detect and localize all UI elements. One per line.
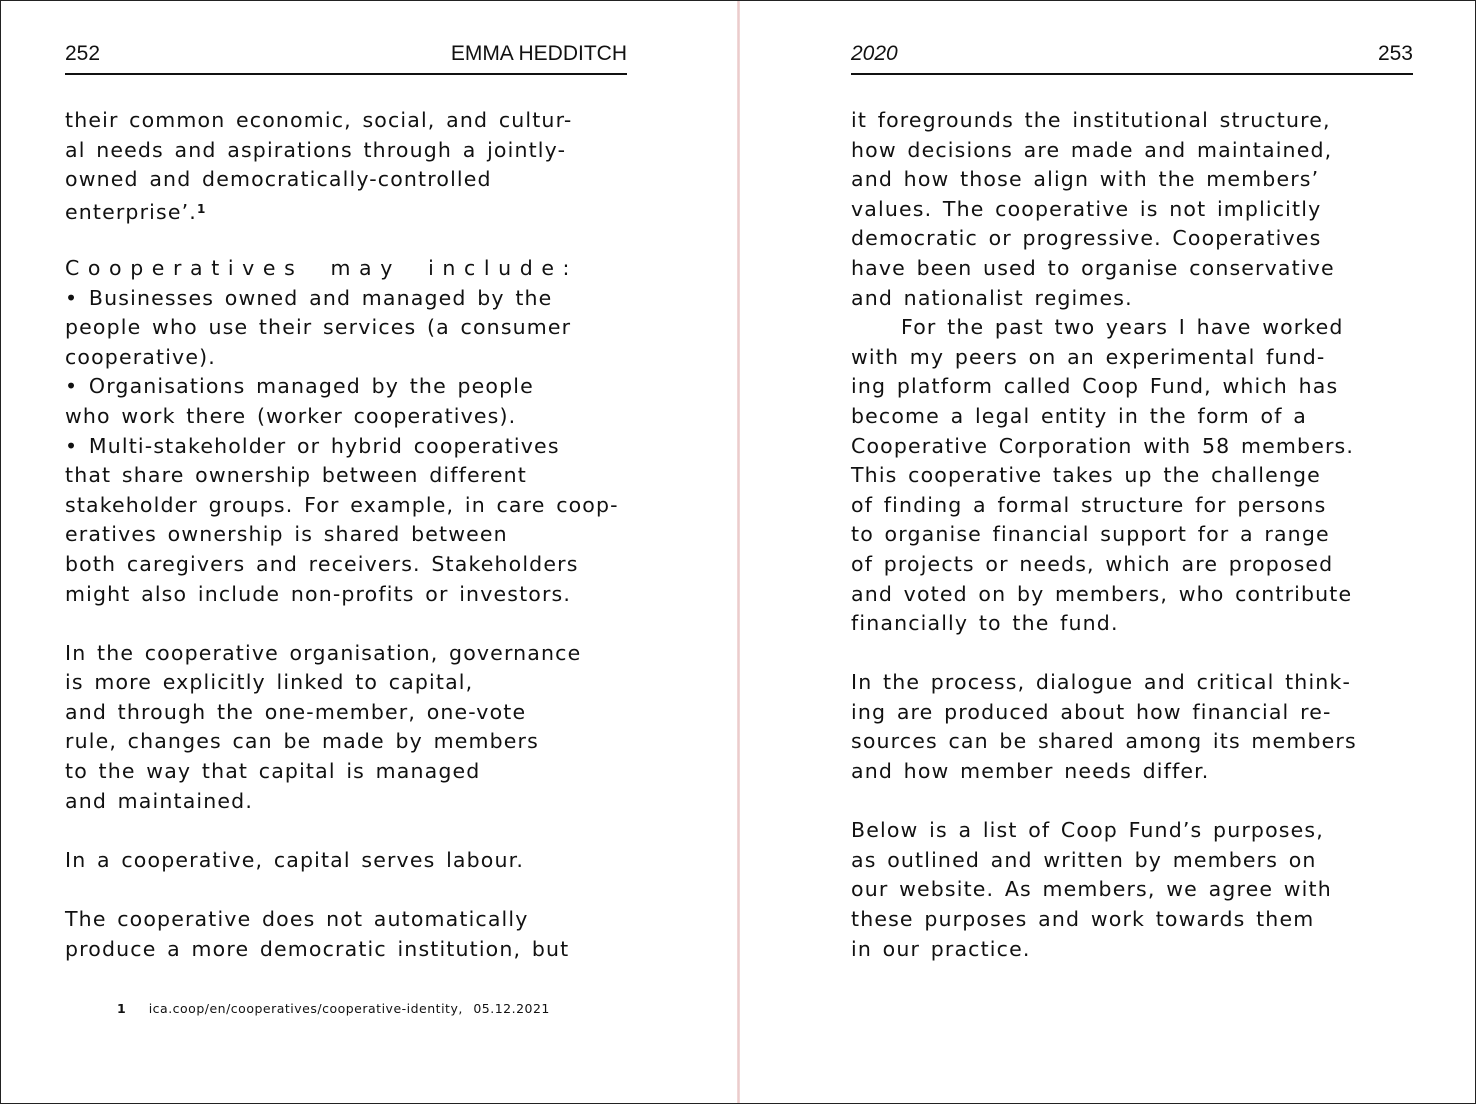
right-running-head-year: 2020 <box>851 42 898 65</box>
text-fragment: enterprise’. <box>65 199 197 224</box>
text-line: in our practice. <box>851 936 1031 961</box>
paragraph-gap <box>65 609 635 639</box>
footnote-date: 05.12.2021 <box>473 1001 550 1016</box>
text-line: financially to the fund. <box>851 611 1119 636</box>
text-line: democratic or progressive. Cooperatives <box>851 226 1322 251</box>
text-line: Cooperative Corporation with 58 members. <box>851 433 1355 458</box>
left-page-number: 252 <box>65 42 101 65</box>
left-body-text <box>65 106 635 964</box>
text-line: stakeholder groups. For example, in care coop- <box>65 492 619 517</box>
book-gutter <box>737 1 740 1103</box>
text-line: In the cooperative organisation, governance <box>65 640 582 665</box>
text-line: • Multi-stakeholder or hybrid cooperatives <box>65 433 560 458</box>
text-line: their common economic, social, and cultur- <box>65 108 573 132</box>
text-line: it foregrounds the institutional structure, <box>851 108 1331 132</box>
footnote <box>117 1001 550 1016</box>
text-line: For the past two years I have worked <box>901 315 1344 340</box>
text-line: ing are produced about how financial re- <box>851 699 1332 724</box>
text-line: as outlined and written by members on <box>851 847 1317 872</box>
text-line: and maintained. <box>65 788 253 813</box>
text-line: and nationalist regimes. <box>851 285 1133 310</box>
text-line: become a legal entity in the form of a <box>851 403 1307 428</box>
text-line: This cooperative takes up the challenge <box>851 463 1321 488</box>
text-line: al needs and aspirations through a jointly- <box>65 137 567 162</box>
paragraph-gap <box>65 875 635 905</box>
text-line: ing platform called Coop Fund, which has <box>851 374 1339 399</box>
list-heading: Cooperatives may include: <box>65 255 579 280</box>
text-line: produce a more democratic institution, but <box>65 936 570 961</box>
left-page <box>65 1 627 1103</box>
paragraph-gap <box>65 224 635 254</box>
text-line: who work there (worker cooperatives). <box>65 403 517 428</box>
text-line: eratives ownership is shared between <box>65 522 508 547</box>
right-page-number: 253 <box>1377 42 1413 65</box>
text-line: have been used to organise conservative <box>851 255 1335 280</box>
text-line: our website. As members, we agree with <box>851 877 1332 902</box>
text-line: people who use their services (a consumer <box>65 315 572 340</box>
text-line: and how those align with the members’ <box>851 167 1320 192</box>
text-line: sources can be shared among its members <box>851 729 1357 754</box>
text-line: • Organisations managed by the people <box>65 374 534 399</box>
footnote-marker: 1 <box>196 201 206 216</box>
text-line: that share ownership between different <box>65 463 527 488</box>
text-line: values. The cooperative is not implicitly <box>851 196 1322 221</box>
text-line: with my peers on an experimental fund- <box>851 344 1326 369</box>
paragraph-gap <box>851 787 1421 817</box>
text-line: In the process, dialogue and critical think- <box>851 670 1352 695</box>
text-line <box>65 195 635 225</box>
text-line: to organise financial support for a range <box>851 522 1330 547</box>
right-page <box>851 1 1413 1103</box>
text-line: owned and democratically-controlled <box>65 167 492 192</box>
right-running-head <box>851 41 1413 75</box>
text-line: and how member needs differ. <box>851 759 1210 784</box>
text-line: how decisions are made and maintained, <box>851 137 1333 162</box>
right-body-text <box>851 106 1421 964</box>
text-line: In a cooperative, capital serves labour. <box>65 847 524 872</box>
footnote-text: ica.coop/en/cooperatives/cooperative-identity, <box>148 1001 463 1016</box>
left-running-head <box>65 41 627 75</box>
text-line: of finding a formal structure for persons <box>851 492 1327 517</box>
footnote-number: 1 <box>117 1001 127 1016</box>
text-line: to the way that capital is managed <box>65 759 481 784</box>
text-line: and voted on by members, who contribute <box>851 581 1353 606</box>
text-line: The cooperative does not automatically <box>65 907 529 932</box>
paragraph-gap <box>851 639 1421 669</box>
left-running-head-author: EMMA HEDDITCH <box>450 42 627 65</box>
text-line: is more explicitly linked to capital, <box>65 670 474 695</box>
text-line: these purposes and work towards them <box>851 907 1315 932</box>
text-line: Below is a list of Coop Fund’s purposes, <box>851 818 1324 843</box>
text-line: cooperative). <box>65 344 216 369</box>
text-line: • Businesses owned and managed by the <box>65 285 553 310</box>
text-line: and through the one-member, one-vote <box>65 699 527 724</box>
text-line: rule, changes can be made by members <box>65 729 539 754</box>
text-line: might also include non-profits or investors. <box>65 581 572 606</box>
paragraph-gap <box>65 816 635 846</box>
text-line: both caregivers and receivers. Stakeholders <box>65 551 579 576</box>
text-line: of projects or needs, which are proposed <box>851 551 1334 576</box>
